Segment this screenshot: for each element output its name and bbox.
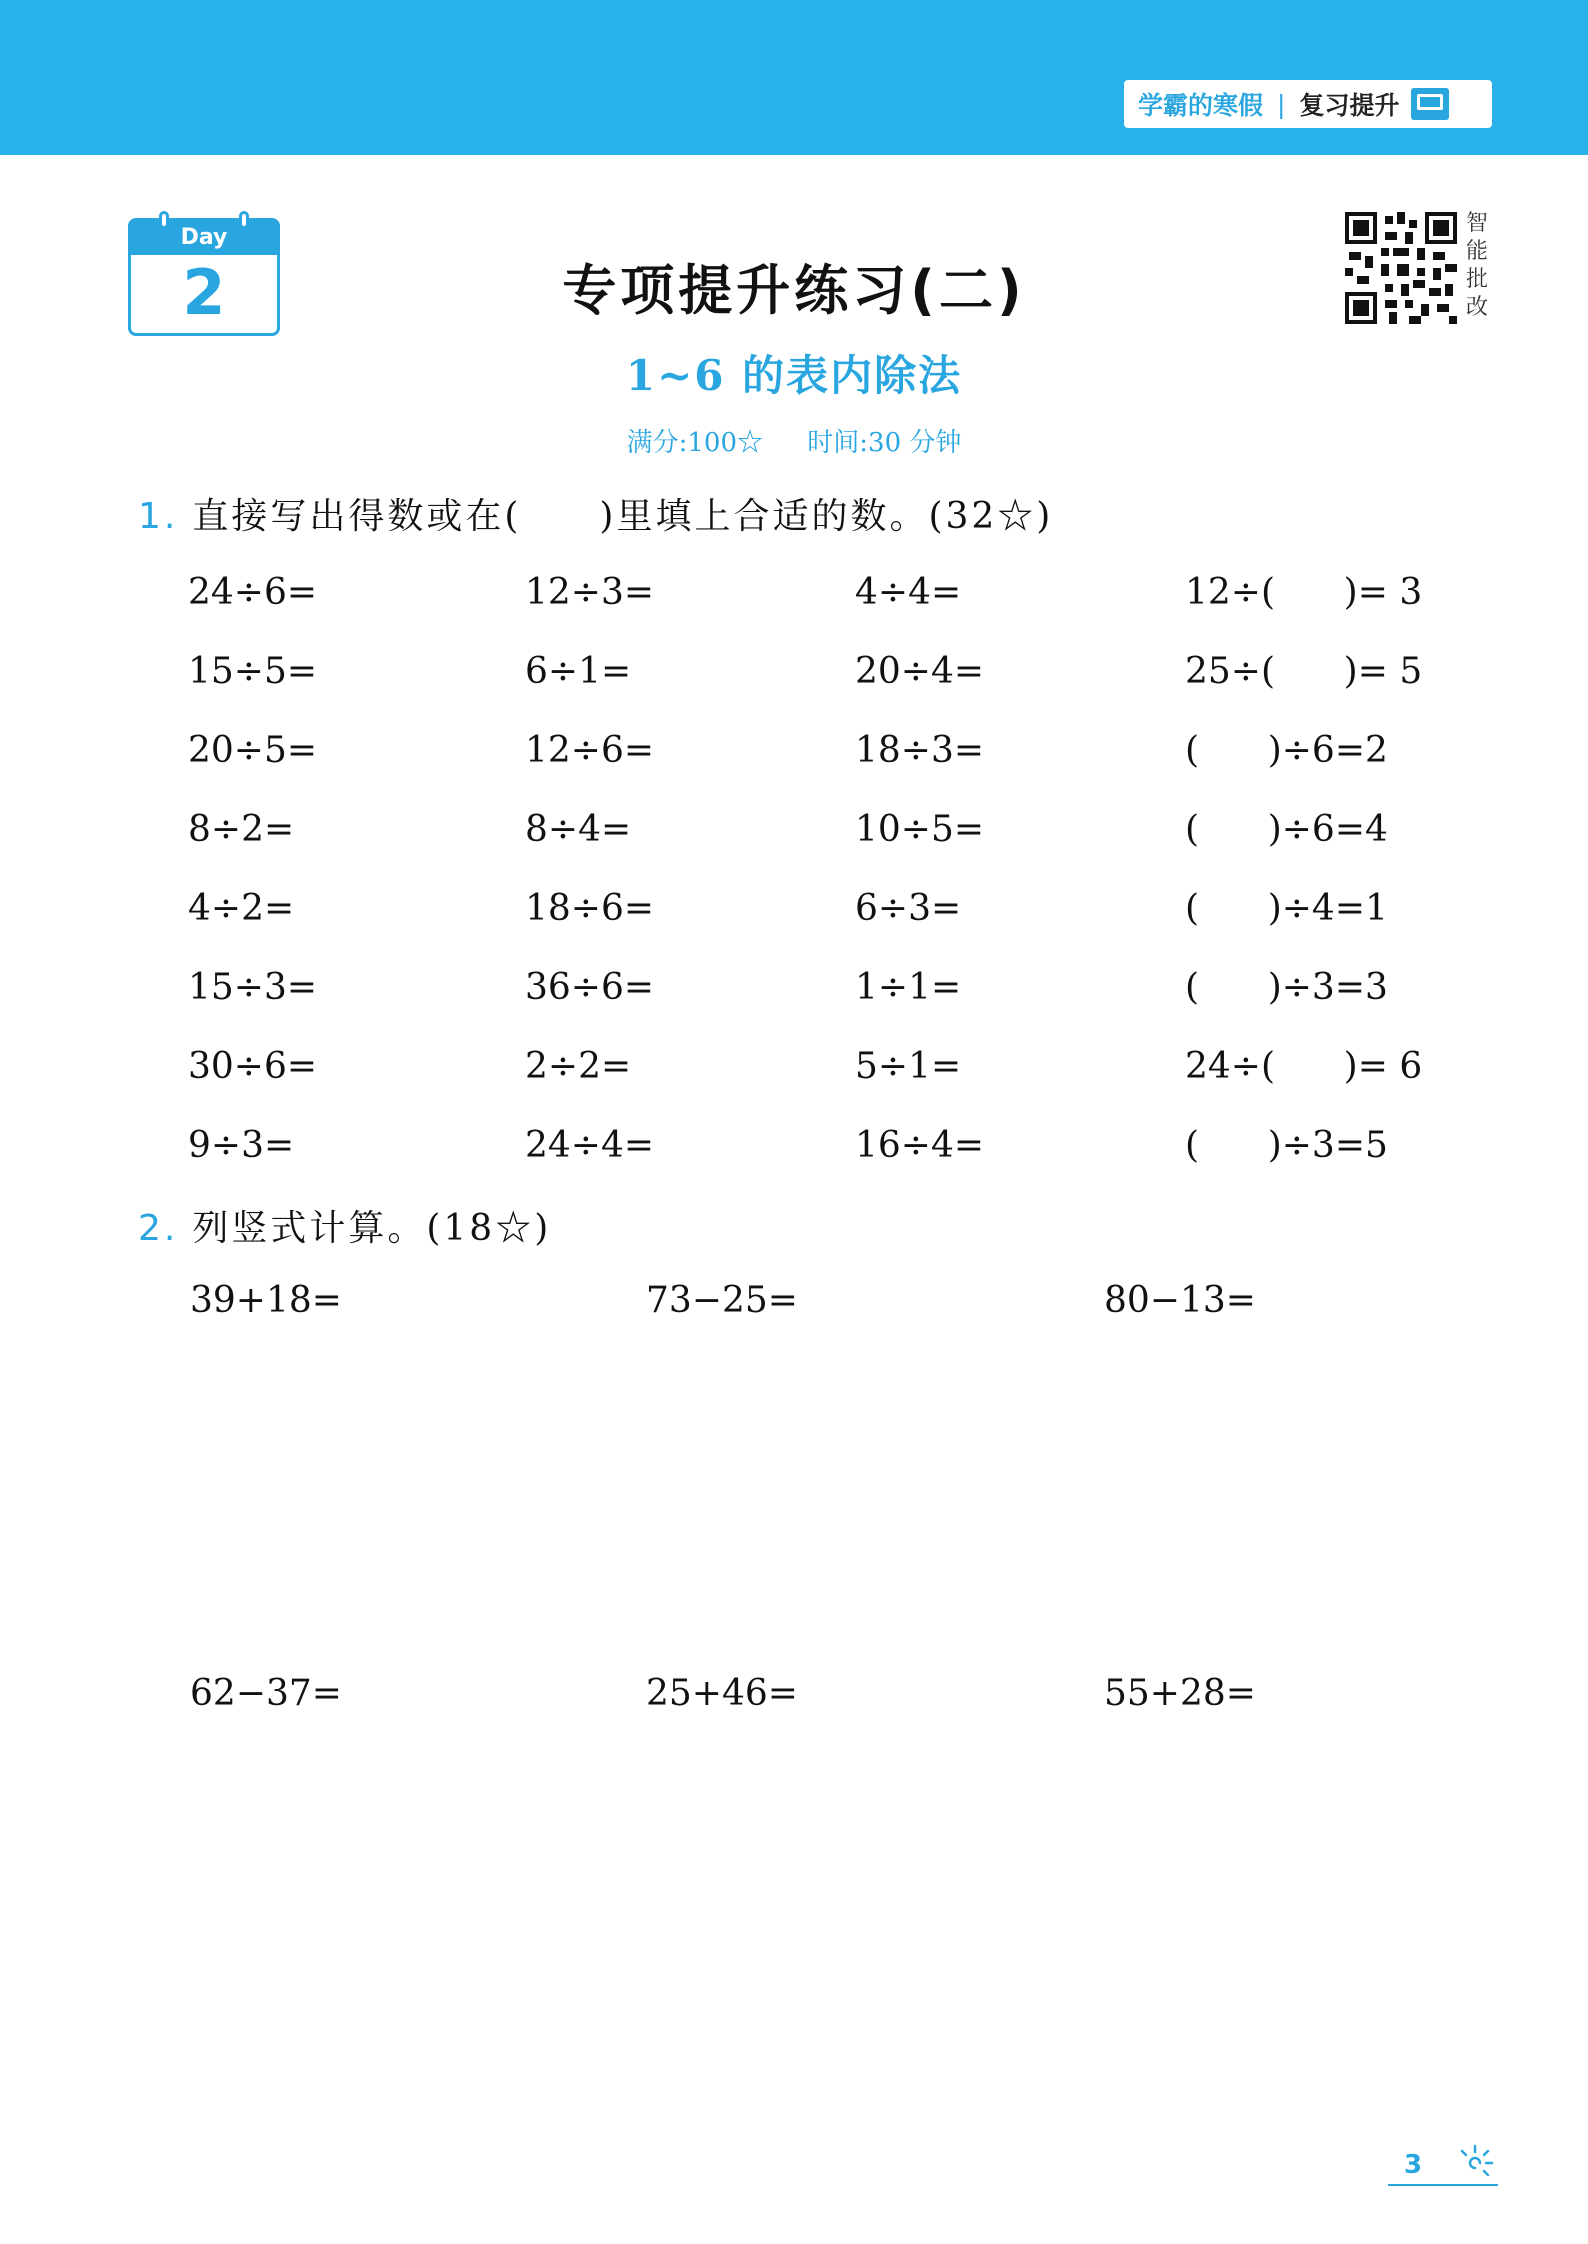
sun-icon [1452, 2140, 1498, 2186]
question-number: 1. [138, 496, 179, 537]
exercise-item: 4÷4= [855, 572, 962, 613]
qr-code-icon[interactable] [1345, 212, 1457, 324]
exercise-item: 2÷2= [525, 1046, 632, 1087]
vertical-calc-item: 25+46= [646, 1673, 798, 1714]
exercise-item: 6÷1= [525, 651, 632, 692]
exercise-item: 8÷4= [525, 809, 632, 850]
score-time-info [0, 422, 1588, 459]
exercise-item: 16÷4= [855, 1125, 985, 1166]
exercise-item: 12÷6= [525, 730, 655, 771]
brand-name: 学霸的寒假 [1138, 91, 1264, 120]
question-text: 列竖式计算。(18☆) [192, 1208, 552, 1249]
exercise-item: 4÷2= [188, 888, 295, 929]
calendar-ring-icon [159, 211, 169, 229]
exercise-item: 15÷3= [188, 967, 318, 1008]
book-icon [1411, 88, 1449, 120]
exercise-item: 20÷5= [188, 730, 318, 771]
exercise-item: ( )÷3=5 [1185, 1125, 1388, 1166]
exercise-item: 18÷3= [855, 730, 985, 771]
exercise-item: 24÷6= [188, 572, 318, 613]
day-label: Day [131, 221, 277, 255]
header-banner [0, 0, 1588, 155]
question-2 [138, 1200, 551, 1251]
exercise-item: 12÷3= [525, 572, 655, 613]
vertical-calc-item: 62−37= [190, 1673, 342, 1714]
vertical-calc-item: 73−25= [646, 1280, 798, 1321]
exercise-item: 18÷6= [525, 888, 655, 929]
page-number: 3 [1404, 2150, 1423, 2180]
exercise-item: 6÷3= [855, 888, 962, 929]
qr-caption: 智能批改 [1465, 211, 1488, 320]
question-text: 直接写出得数或在( )里填上合适的数。(32☆) [192, 496, 1054, 537]
exercise-item: 5÷1= [855, 1046, 962, 1087]
vertical-calc-item: 55+28= [1104, 1673, 1256, 1714]
exercise-item: ( )÷6=4 [1185, 809, 1388, 850]
question-1 [138, 488, 1053, 539]
exercise-item: 9÷3= [188, 1125, 295, 1166]
page-number-underline [1388, 2184, 1498, 2186]
page-subtitle: 1~6 的表内除法 [625, 351, 963, 400]
vertical-calc-item: 80−13= [1104, 1280, 1256, 1321]
exercise-item: 30÷6= [188, 1046, 318, 1087]
exercise-item: ( )÷4=1 [1185, 888, 1388, 929]
section-name: 复习提升 [1299, 91, 1400, 120]
time-limit: 时间:30 分钟 [807, 428, 962, 458]
exercise-item: ( )÷3=3 [1185, 967, 1388, 1008]
exercise-item: 12÷( )= 3 [1185, 572, 1423, 613]
exercise-item: 10÷5= [855, 809, 985, 850]
day-number: 2 [182, 256, 226, 329]
page-title: 专项提升练习(二) [562, 259, 1026, 322]
calendar-ring-icon [239, 211, 249, 229]
exercise-item: 24÷( )= 6 [1185, 1046, 1423, 1087]
vertical-calc-item: 39+18= [190, 1280, 342, 1321]
exercise-item: 1÷1= [855, 967, 962, 1008]
full-score: 满分:100☆ [626, 428, 763, 458]
brand-badge [1124, 80, 1492, 128]
exercise-item: 20÷4= [855, 651, 985, 692]
exercise-item: 8÷2= [188, 809, 295, 850]
brand-separator: | [1277, 89, 1286, 119]
exercise-item: 24÷4= [525, 1125, 655, 1166]
exercise-item: 36÷6= [525, 967, 655, 1008]
exercise-item: 15÷5= [188, 651, 318, 692]
exercise-item: ( )÷6=2 [1185, 730, 1388, 771]
question-number: 2. [138, 1208, 179, 1249]
exercise-item: 25÷( )= 5 [1185, 651, 1423, 692]
